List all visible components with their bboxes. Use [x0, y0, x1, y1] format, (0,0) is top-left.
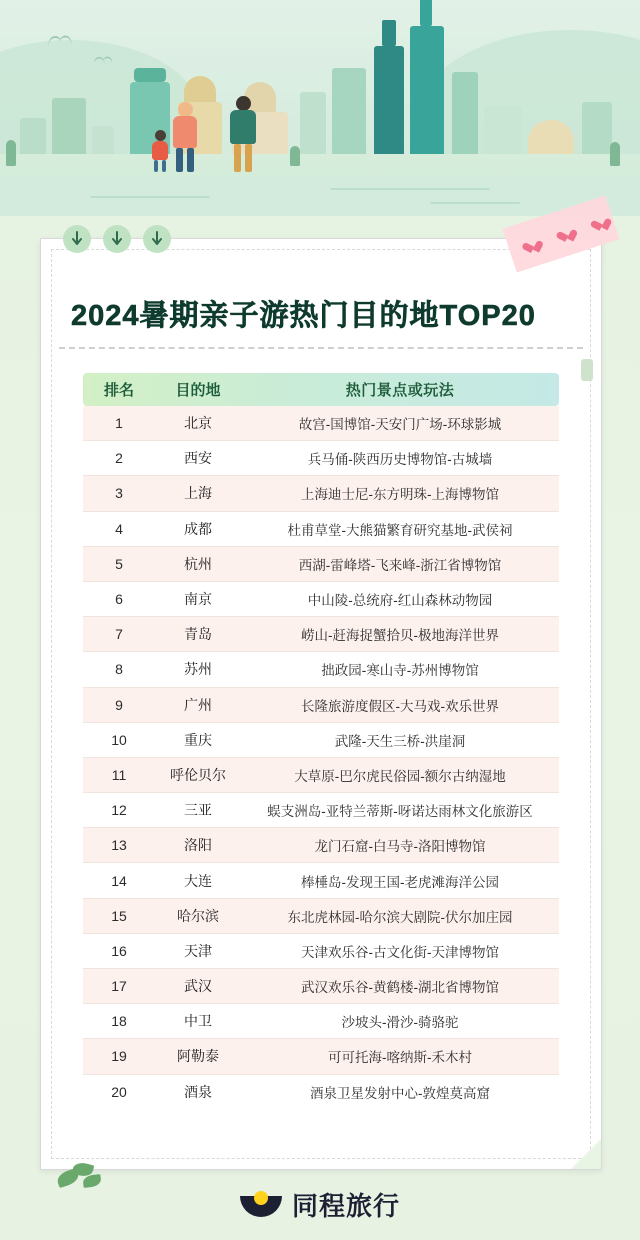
cell-spots: 西湖-雷峰塔-飞来峰-浙江省博物馆 — [298, 557, 502, 573]
table-row — [83, 688, 559, 722]
page-fold-decoration — [571, 1139, 601, 1169]
cell-rank: 12 — [111, 802, 127, 819]
cell-spots: 上海迪士尼-东方明珠-上海博物馆 — [301, 487, 499, 503]
page-title-text: 2024暑期亲子游热门目的地TOP20 — [71, 299, 536, 332]
tree — [6, 140, 16, 166]
brand-name: 同程旅行 — [291, 1190, 400, 1221]
cell-rank: 7 — [115, 626, 123, 643]
bird-icon — [93, 56, 105, 65]
cell-rank: 8 — [115, 661, 123, 678]
cell-destination: 杭州 — [184, 555, 212, 572]
cell-rank: 9 — [115, 696, 123, 713]
tree — [290, 146, 300, 166]
cell-spots: 可可托海-喀纳斯-禾木村 — [328, 1050, 472, 1066]
cell-spots: 棒棰岛-发现王国-老虎滩海洋公园 — [301, 874, 499, 890]
ranking-card — [40, 238, 602, 1170]
cell-destination: 酒泉 — [184, 1083, 212, 1100]
building — [332, 68, 366, 164]
hero-illustration — [0, 0, 640, 216]
title-divider — [59, 347, 583, 349]
table-row — [83, 1039, 559, 1073]
table-row — [83, 406, 559, 440]
cell-spots: 沙坡头-滑沙-骑骆驼 — [341, 1015, 459, 1031]
cell-spots: 杜甫草堂-大熊猫繁育研究基地-武侯祠 — [287, 522, 513, 538]
table-row — [83, 512, 559, 546]
cell-destination: 阿勒泰 — [177, 1048, 219, 1065]
cell-rank: 5 — [115, 555, 123, 572]
heart-icon — [521, 238, 535, 252]
building — [410, 26, 444, 164]
page-title — [71, 285, 571, 341]
cell-rank: 11 — [111, 766, 127, 783]
table-row — [83, 899, 559, 933]
table-row — [83, 723, 559, 757]
cell-destination: 大连 — [184, 872, 212, 889]
cell-spots: 龙门石窟-白马寺-洛阳博物馆 — [314, 839, 486, 855]
river-line — [90, 196, 210, 198]
building — [374, 46, 404, 164]
cell-rank: 2 — [115, 450, 123, 467]
building-spire — [382, 20, 396, 46]
table-row — [83, 652, 559, 686]
cell-destination: 武汉 — [184, 978, 212, 995]
down-arrow-icon — [143, 225, 171, 253]
down-arrow-icon — [63, 225, 91, 253]
person-adult — [228, 96, 258, 172]
cell-spots: 长隆旅游度假区-大马戏-欢乐世界 — [301, 698, 499, 714]
cell-rank: 15 — [111, 907, 127, 924]
cell-spots: 天津欢乐谷-古文化街-天津博物馆 — [301, 944, 499, 960]
cell-destination: 洛阳 — [184, 837, 212, 854]
table-row — [83, 793, 559, 827]
cell-rank: 1 — [115, 415, 123, 432]
ranking-table — [83, 373, 559, 1109]
cell-destination: 北京 — [184, 415, 212, 432]
down-arrow-icon — [103, 225, 131, 253]
table-row — [83, 969, 559, 1003]
person-child — [150, 130, 170, 172]
table-row — [83, 441, 559, 475]
cell-spots: 中山陵-总统府-红山森林动物园 — [307, 593, 493, 609]
cell-spots: 兵马俑-陕西历史博物馆-古城墙 — [307, 452, 493, 468]
cell-spots: 武隆-天生三桥-洪崖洞 — [334, 733, 466, 749]
cell-spots: 蜈支洲岛-亚特兰蒂斯-呀诺达雨林文化旅游区 — [267, 804, 533, 820]
heart-icon — [555, 227, 569, 241]
cell-spots: 东北虎林园-哈尔滨大剧院-伏尔加庄园 — [287, 909, 513, 925]
title-marker — [581, 359, 593, 381]
building-dome — [184, 76, 216, 102]
person-adult — [170, 102, 200, 172]
cell-rank: 19 — [111, 1048, 127, 1065]
cell-rank: 6 — [115, 591, 123, 608]
building-spire — [420, 0, 432, 26]
cell-spots: 酒泉卫星发射中心-敦煌莫高窟 — [310, 1085, 490, 1101]
column-header-rank: 排名 — [103, 382, 134, 399]
table-row — [83, 758, 559, 792]
cell-spots: 武汉欢乐谷-黄鹤楼-湖北省博物馆 — [301, 980, 499, 996]
cell-destination: 广州 — [184, 696, 212, 713]
table-row — [83, 828, 559, 862]
cell-destination: 三亚 — [184, 802, 212, 819]
tree — [610, 142, 620, 166]
footer-brand — [0, 1168, 640, 1240]
cell-rank: 13 — [111, 837, 127, 854]
cell-rank: 10 — [111, 731, 127, 748]
cell-rank: 16 — [111, 942, 127, 959]
table-header-row — [83, 373, 559, 406]
cell-spots: 故宫-国博馆-天安门广场-环球影城 — [298, 417, 502, 433]
arrow-badges — [63, 225, 171, 253]
column-header-spots: 热门景点或玩法 — [345, 382, 455, 399]
column-header-dest: 目的地 — [175, 382, 221, 399]
table-row — [83, 547, 559, 581]
cell-rank: 20 — [111, 1083, 127, 1100]
cell-rank: 17 — [111, 978, 127, 995]
table-row — [83, 582, 559, 616]
cell-destination: 重庆 — [184, 731, 212, 748]
table-row — [83, 863, 559, 897]
table-row — [83, 476, 559, 510]
table-row — [83, 617, 559, 651]
cell-spots: 拙政园-寒山寺-苏州博物馆 — [321, 663, 479, 679]
cell-rank: 18 — [111, 1013, 127, 1030]
cell-spots: 大草原-巴尔虎民俗园-额尔古纳湿地 — [294, 768, 506, 784]
table-row — [83, 1075, 559, 1109]
tongcheng-logo-icon — [240, 1191, 282, 1217]
cell-destination: 青岛 — [184, 626, 212, 643]
cell-rank: 4 — [115, 520, 123, 537]
cell-destination: 中卫 — [184, 1013, 212, 1030]
cell-destination: 呼伦贝尔 — [170, 766, 226, 783]
building — [452, 72, 478, 164]
cell-destination: 天津 — [184, 942, 212, 959]
cell-destination: 成都 — [184, 520, 212, 537]
cell-destination: 南京 — [184, 591, 212, 608]
cell-destination: 上海 — [184, 485, 212, 502]
heart-icon — [589, 216, 603, 230]
table-row — [83, 934, 559, 968]
table-row — [83, 1004, 559, 1038]
cell-rank: 3 — [115, 485, 123, 502]
cell-spots: 崂山-赶海捉蟹拾贝-极地海洋世界 — [301, 628, 499, 644]
river-line — [430, 202, 520, 204]
cell-destination: 苏州 — [184, 661, 212, 678]
cell-rank: 14 — [111, 872, 127, 889]
river-line — [330, 188, 490, 190]
building-top — [134, 68, 166, 82]
cell-destination: 西安 — [184, 450, 212, 467]
cell-destination: 哈尔滨 — [177, 907, 219, 924]
